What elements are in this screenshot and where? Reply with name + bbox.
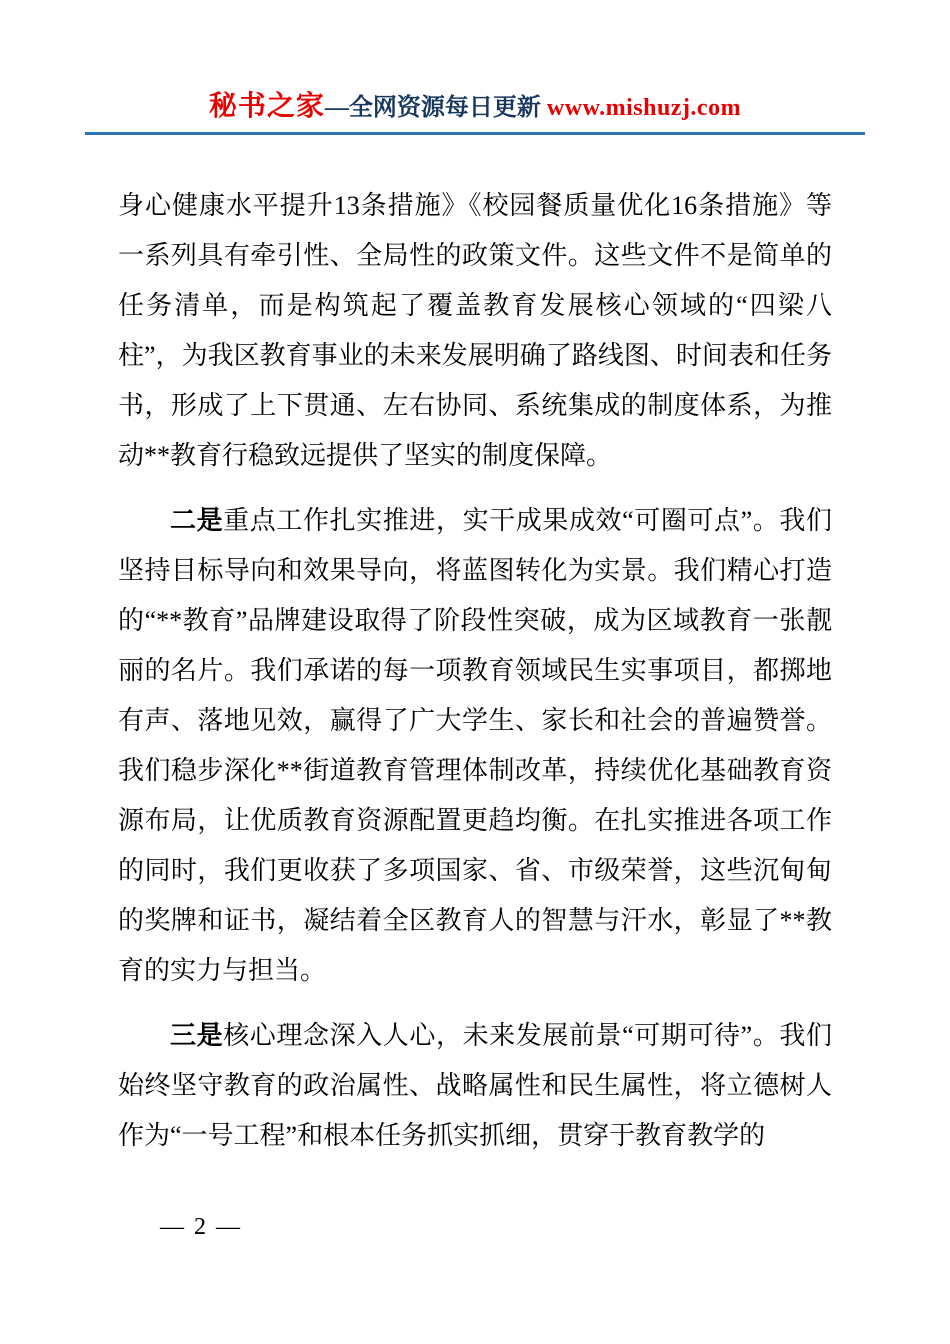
paragraph-point-two [118, 496, 832, 996]
paragraph-text: 重点工作扎实推进，实干成果成效“可圈可点”。我们坚持目标导向和效果导向，将蓝图转化为实景。我们精心打造的“**教育”品牌建设取得了阶段性突破，成为区域教育一张靓丽的名片。我们承诺的每一项教育领域民生实事项目，都掷地有声、落地见效，赢得了广大学生、家长和社会的普遍赞誉。我们稳步深化**街道教育管理体制改革，持续优化基础教育资源布局，让优质教育资源配置更趋均衡。在扎实推进各项工作的同时，我们更收获了多项国家、省、市级荣誉，这些沉甸甸的奖牌和证书，凝结着全区教育人的智慧与汗水，彰显了**教育的实力与担当。 [118, 506, 832, 985]
paragraph-text: 核心理念深入人心，未来发展前景“可期可待”。我们始终坚守教育的政治属性、战略属性和民生属性，将立德树人作为“一号工程”和根本任务抓实抓细，贯穿于教育教学的 [118, 1021, 832, 1150]
header-divider-line [85, 132, 865, 135]
page-footer [160, 1214, 242, 1241]
page-header [0, 84, 950, 124]
paragraph-point-three [118, 1011, 832, 1161]
page-number: — 2 — [160, 1214, 242, 1240]
site-name: 秘书之家 [208, 91, 325, 122]
paragraph-continuation [118, 181, 832, 481]
site-url: www.mishuzj.com [546, 95, 742, 121]
site-tagline: —全网资源每日更新 [324, 95, 547, 121]
document-body [118, 181, 832, 1176]
paragraph-text: 身心健康水平提升13条措施》《校园餐质量优化16条措施》等一系列具有牵引性、全局性的政策文件。这些文件不是简单的任务清单，而是构筑起了覆盖教育发展核心领域的“四梁八柱”，为我区教育事业的未来发展明确了路线图、时间表和任务书，形成了上下贯通、左右协同、系统集成的制度体系，为推动**教育行稳致远提供了坚实的制度保障。 [118, 191, 832, 470]
paragraph-lead: 二是 [170, 506, 224, 535]
paragraph-lead: 三是 [170, 1021, 224, 1050]
